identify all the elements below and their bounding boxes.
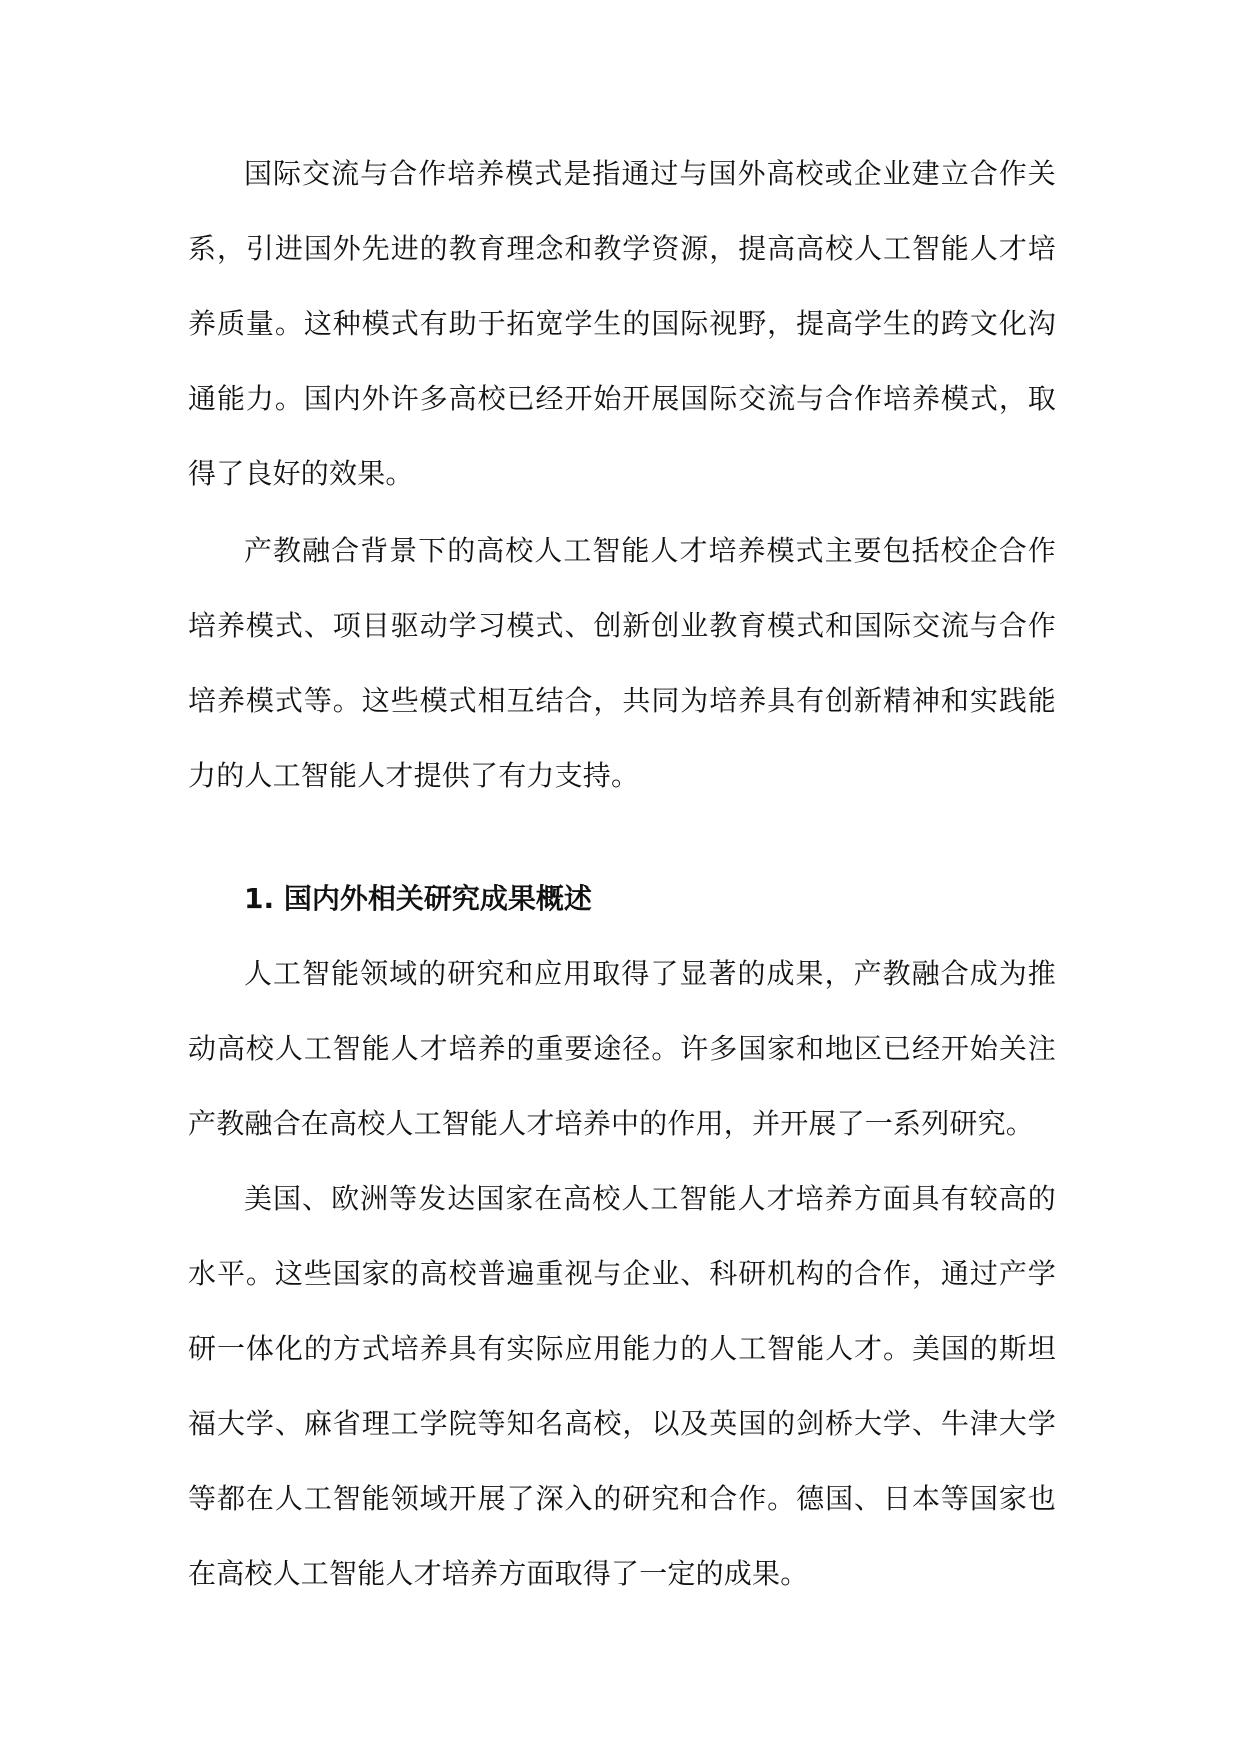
document-body xyxy=(188,136,1056,1611)
paragraph-training-models-summary: 产教融合背景下的高校人工智能人才培养模式主要包括校企合作培养模式、项目驱动学习模式、创新创业教育模式和国际交流与合作培养模式等。这些模式相互结合，共同为培养具有创新精神和实践能力的人工智能人才提供了有力支持。 xyxy=(188,534,1056,792)
paragraph-developed-countries: 美国、欧洲等发达国家在高校人工智能人才培养方面具有较高的水平。这些国家的高校普遍重视与企业、科研机构的合作，通过产学研一体化的方式培养具有实际应用能力的人工智能人才。美国的斯坦福大学、麻省理工学院等知名高校，以及英国的剑桥大学、牛津大学等都在人工智能领域开展了深入的研究和合作。德国、日本等国家也在高校人工智能人才培养方面取得了一定的成果。 xyxy=(188,1182,1056,1590)
section-heading: 1. 国内外相关研究成果概述 xyxy=(244,882,592,915)
paragraph-international-cooperation: 国际交流与合作培养模式是指通过与国外高校或企业建立合作关系，引进国外先进的教育理念和教学资源，提高高校人工智能人才培养质量。这种模式有助于拓宽学生的国际视野，提高学生的跨文化沟通能力。国内外许多高校已经开始开展国际交流与合作培养模式，取得了良好的效果。 xyxy=(188,157,1056,490)
paragraph-ai-research-results: 人工智能领域的研究和应用取得了显著的成果，产教融合成为推动高校人工智能人才培养的重要途径。许多国家和地区已经开始关注产教融合在高校人工智能人才培养中的作用，并开展了一系列研究。 xyxy=(188,957,1056,1140)
